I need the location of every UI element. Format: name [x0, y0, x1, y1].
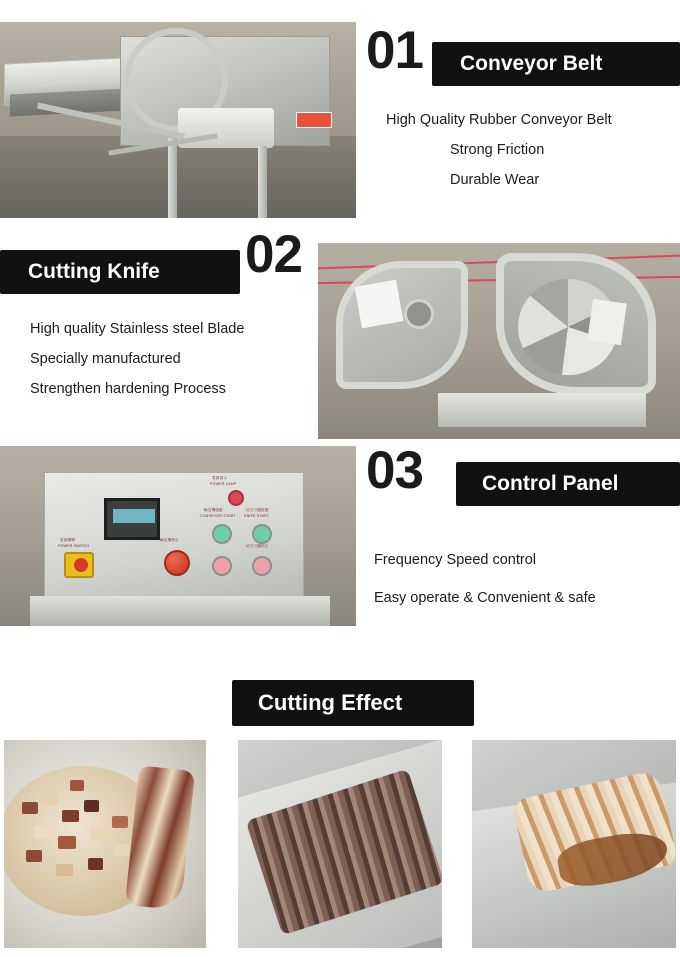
bullet-item: Durable Wear: [450, 172, 540, 189]
section-03-bullets: [374, 551, 680, 619]
conveyor-start-label-en: CONVEYOR START: [200, 514, 236, 518]
section-title-control-panel: [456, 462, 680, 506]
knife-start-label-en: KNIFE START: [244, 514, 270, 518]
power-switch-label-cn: 電源開關: [60, 538, 76, 542]
section-title-text: Control Panel: [482, 472, 619, 495]
sliced-meat-roll-photo: [472, 740, 676, 948]
bullet-item: Strengthen hardening Process: [30, 381, 226, 398]
power-switch-label-en: POWER SWITCH: [58, 544, 90, 548]
section-number-03: 03: [366, 441, 423, 500]
cutting-knife-blade-photo: [318, 243, 680, 439]
section-02-bullets: [30, 320, 330, 410]
cutting-effect-title-text: Cutting Effect: [258, 690, 403, 715]
section-number-01: 01: [366, 21, 423, 80]
emergency-label-cn: 輸送機停止: [160, 538, 179, 542]
knife-start-label-cn: 切刀刀盤啟動: [246, 508, 269, 512]
power-lamp-label-en: POWER LAMP: [210, 482, 237, 486]
section-01-bullets: [386, 111, 680, 201]
speed-label-cn: 切刀刀盤停止: [246, 544, 269, 548]
bullet-item: Specially manufactured: [30, 351, 181, 368]
bullet-item: Frequency Speed control: [374, 552, 537, 568]
section-number-02: 02: [245, 225, 302, 284]
bullet-item: Strong Friction: [450, 142, 545, 159]
bullet-item: High quality Stainless steel Blade: [30, 321, 245, 337]
control-panel-photo: [0, 446, 356, 626]
power-lamp-label-cn: 電源指示: [212, 476, 228, 480]
section-title-cutting-knife: [0, 250, 240, 294]
section-title-conveyor-belt: [432, 42, 680, 86]
section-title-text: Cutting Knife: [28, 260, 160, 283]
section-title-text: Conveyor Belt: [460, 52, 603, 75]
bullet-item: High Quality Rubber Conveyor Belt: [386, 112, 612, 128]
diced-pork-belly-photo: [4, 740, 206, 948]
conveyor-belt-machine-photo: [0, 22, 356, 218]
conveyor-start-label-cn: 輸送機啟動: [204, 508, 223, 512]
cutting-effect-title: [232, 680, 474, 726]
sliced-beef-on-conveyor-photo: [238, 740, 442, 948]
bullet-item: Easy operate & Convenient & safe: [374, 590, 596, 607]
